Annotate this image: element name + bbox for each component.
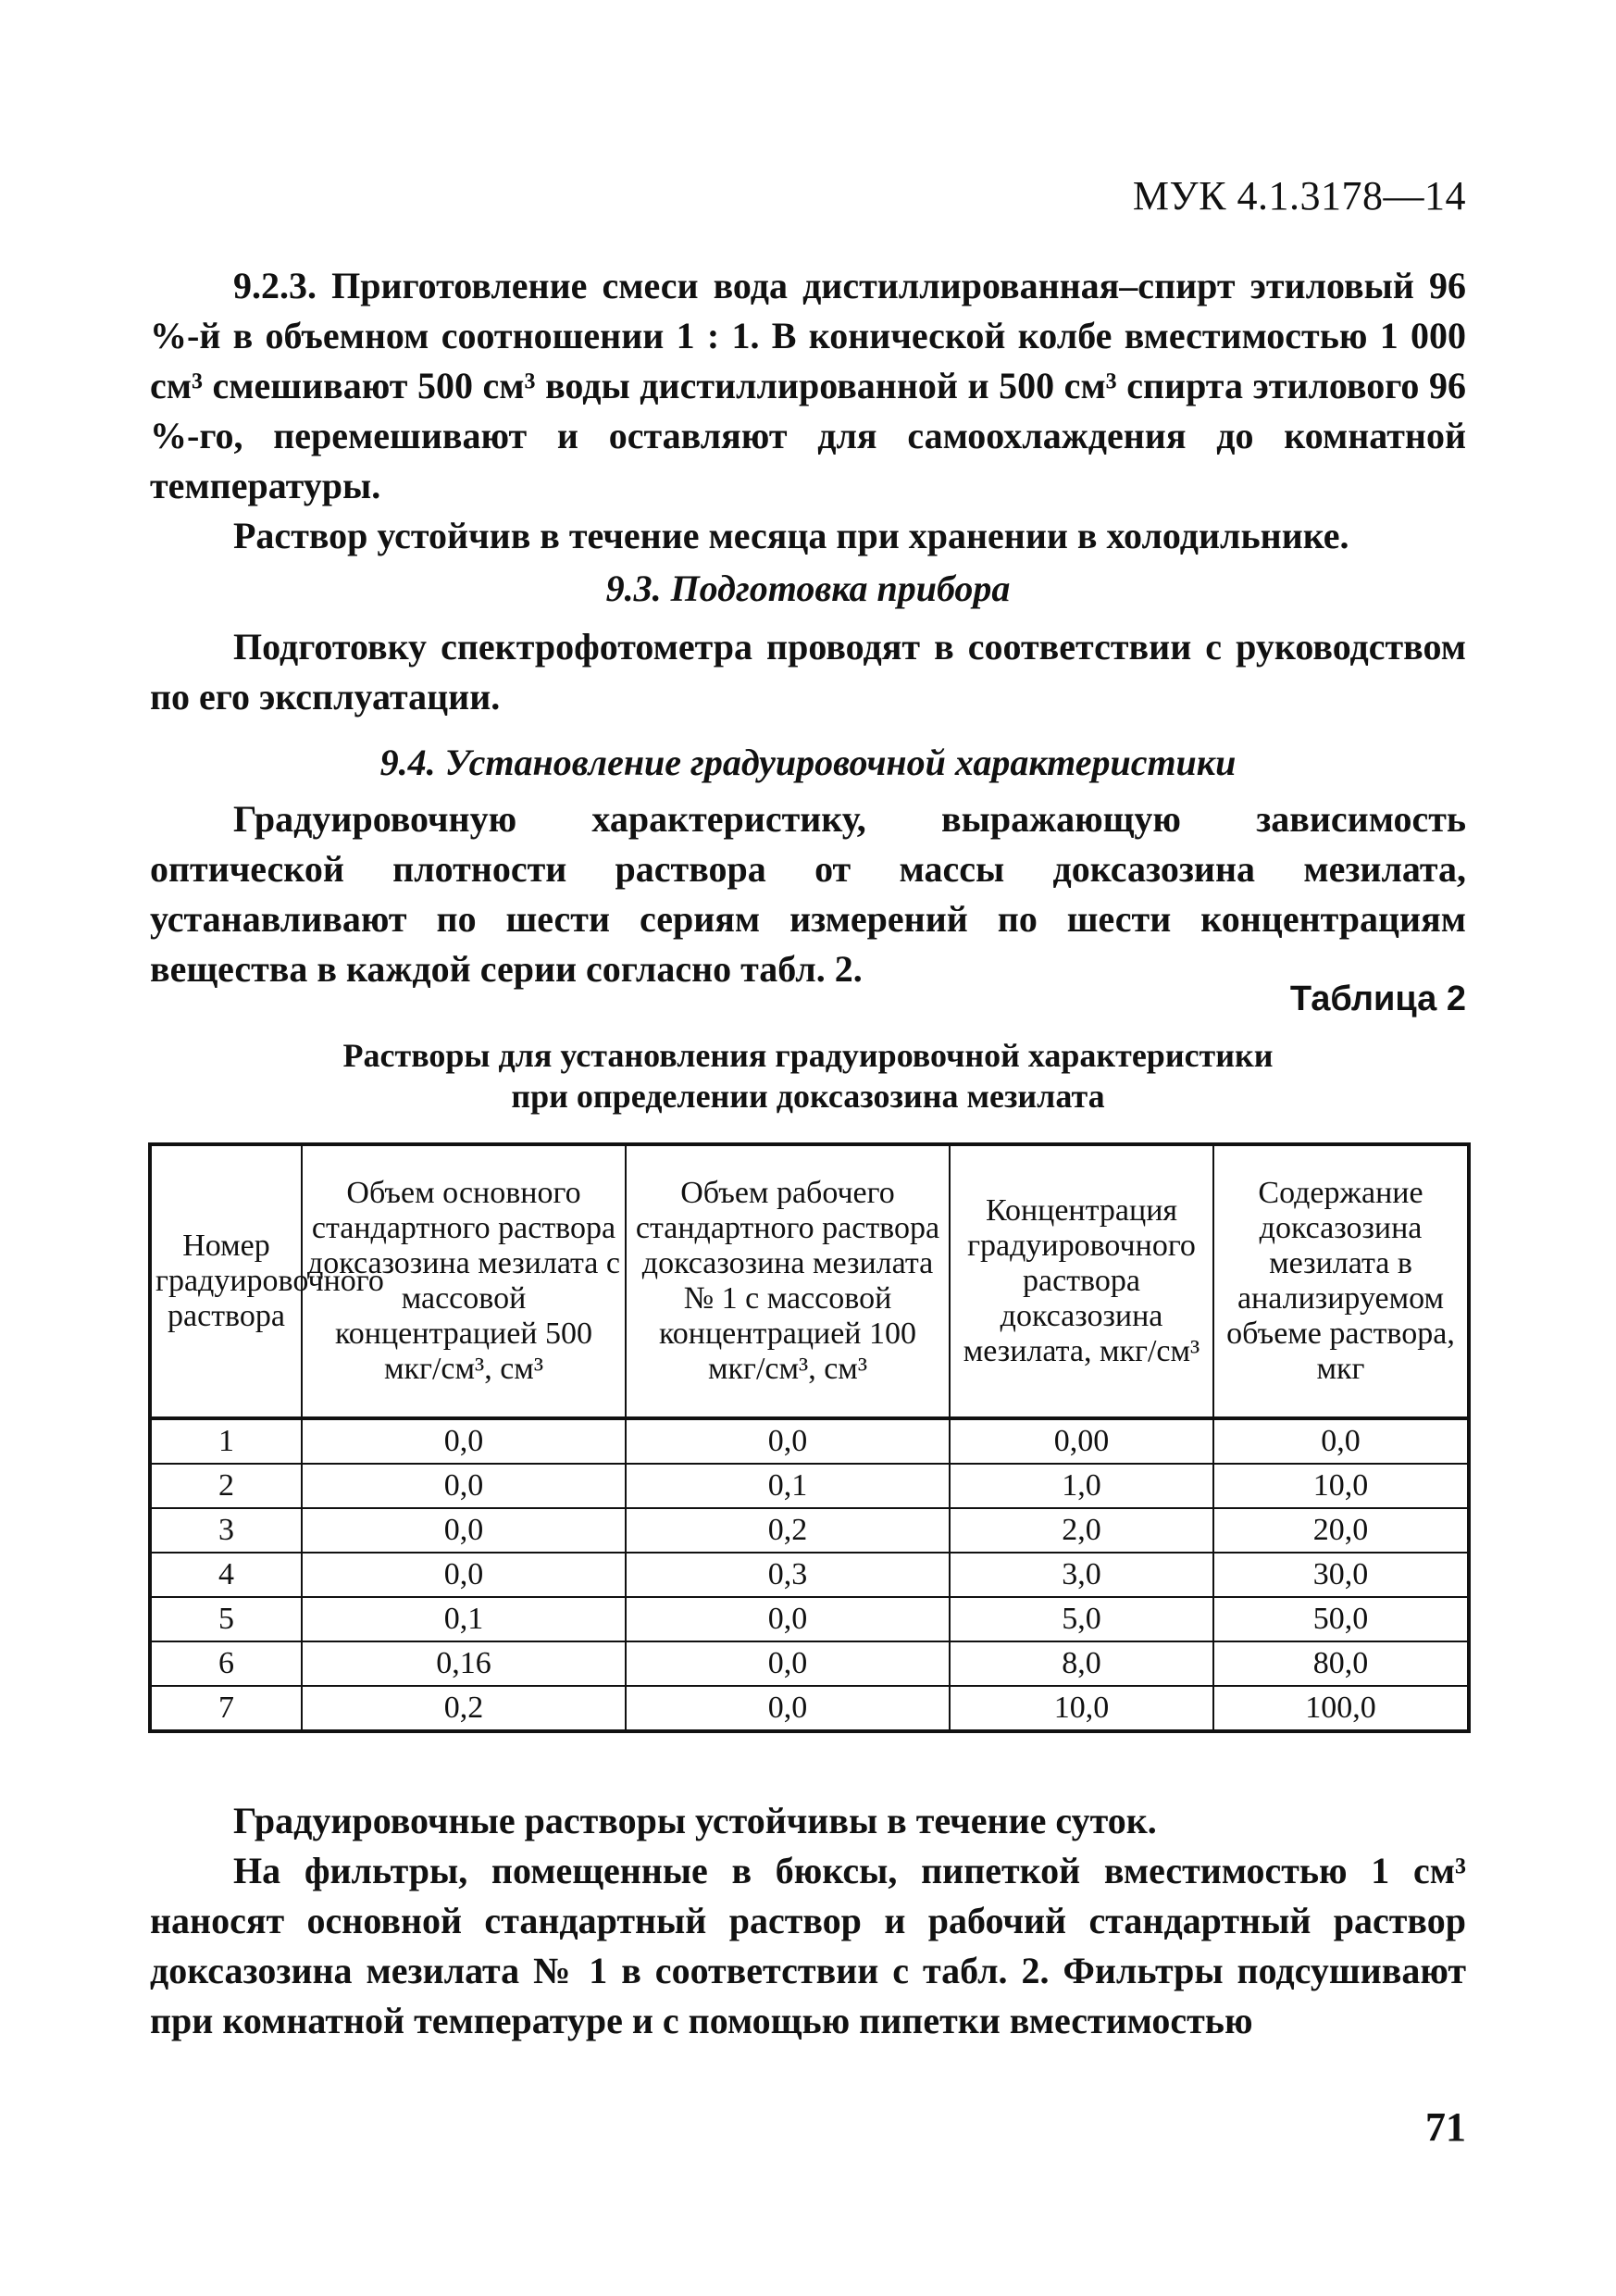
cell-concentration: 3,0 bbox=[950, 1553, 1213, 1597]
calibration-table bbox=[148, 1142, 1471, 1733]
table-label: Таблица 2 bbox=[1289, 980, 1466, 1018]
cell-stock-volume: 0,16 bbox=[302, 1641, 626, 1686]
section-text-9-4 bbox=[150, 794, 1466, 994]
paragraph-group-bottom bbox=[150, 1796, 1466, 2046]
document-code: МУК 4.1.3178—14 bbox=[1132, 173, 1466, 218]
paragraph-9-3: Подготовку спектрофотометра проводят в соответствии с руководством по его эксплуатации. bbox=[150, 626, 1466, 718]
cell-concentration: 5,0 bbox=[950, 1597, 1213, 1641]
paragraph-9-4: Градуировочную характеристику, выражающую зависимость оптической плотности раствора от массы доксазозина мезилата, устанавливают по шести сериям измерений по шести концентрациям вещества в каждой серии согласно табл. 2. bbox=[150, 798, 1466, 990]
section-title-9-4: 9.4. Установление градуировочной характеристики bbox=[379, 742, 1237, 783]
header-concentration: Концентрация градуировочного раствора доксазозина мезилата, мкг/см³ bbox=[950, 1144, 1213, 1418]
table-title-line-2: при определении доксазозина мезилата bbox=[511, 1078, 1105, 1115]
cell-number: 4 bbox=[150, 1553, 302, 1597]
header-stock-volume: Объем основного стандартного раствора доксазозина мезилата с массовой концентрацией 500 мкг/см³, см³ bbox=[302, 1144, 626, 1418]
cell-number: 2 bbox=[150, 1464, 302, 1508]
header-working-volume: Объем рабочего стандартного раствора доксазозина мезилата № 1 с массовой концентрацией 100 мкг/см³, см³ bbox=[626, 1144, 950, 1418]
cell-stock-volume: 0,1 bbox=[302, 1597, 626, 1641]
cell-number: 5 bbox=[150, 1597, 302, 1641]
paragraph-group-top bbox=[150, 261, 1466, 561]
cell-working-volume: 0,0 bbox=[626, 1418, 950, 1464]
table-row bbox=[150, 1597, 1469, 1641]
table-row bbox=[150, 1641, 1469, 1686]
cell-content: 0,0 bbox=[1213, 1418, 1469, 1464]
cell-content: 10,0 bbox=[1213, 1464, 1469, 1508]
section-text-9-3 bbox=[150, 622, 1466, 722]
cell-stock-volume: 0,0 bbox=[302, 1418, 626, 1464]
table-row bbox=[150, 1686, 1469, 1731]
cell-content: 20,0 bbox=[1213, 1508, 1469, 1553]
cell-content: 30,0 bbox=[1213, 1553, 1469, 1597]
table-header-row bbox=[150, 1144, 1469, 1418]
cell-stock-volume: 0,2 bbox=[302, 1686, 626, 1731]
section-title-9-3: 9.3. Подготовка прибора bbox=[605, 568, 1011, 609]
table-row bbox=[150, 1508, 1469, 1553]
cell-number: 1 bbox=[150, 1418, 302, 1464]
cell-stock-volume: 0,0 bbox=[302, 1553, 626, 1597]
cell-content: 50,0 bbox=[1213, 1597, 1469, 1641]
cell-concentration: 10,0 bbox=[950, 1686, 1213, 1731]
table-row bbox=[150, 1418, 1469, 1464]
cell-number: 6 bbox=[150, 1641, 302, 1686]
cell-content: 100,0 bbox=[1213, 1686, 1469, 1731]
cell-stock-volume: 0,0 bbox=[302, 1508, 626, 1553]
cell-concentration: 8,0 bbox=[950, 1641, 1213, 1686]
header-solution-number: Номер градуировочного раствора bbox=[150, 1144, 302, 1418]
paragraph-filters: На фильтры, помещенные в бюксы, пипеткой вместимостью 1 см³ наносят основной стандартный раствор и рабочий стандартный раствор доксазозина мезилата № 1 в соответствии с табл. 2. Фильтры подсушивают при комнатной температуре и с помощью пипетки вместимостью bbox=[150, 1850, 1466, 2041]
cell-working-volume: 0,0 bbox=[626, 1686, 950, 1731]
cell-concentration: 1,0 bbox=[950, 1464, 1213, 1508]
cell-working-volume: 0,0 bbox=[626, 1641, 950, 1686]
header-content: Содержание доксазозина мезилата в анализируемом объеме раствора, мкг bbox=[1213, 1144, 1469, 1418]
cell-number: 7 bbox=[150, 1686, 302, 1731]
table-title bbox=[150, 1035, 1466, 1117]
cell-number: 3 bbox=[150, 1508, 302, 1553]
paragraph-9-2-3: 9.2.3. Приготовление смеси вода дистиллированная–спирт этиловый 96 %-й в объемном соотношении 1 : 1. В конической колбе вместимостью 1 000 см³ смешивают 500 см³ воды дистиллированной и 500 см³ спирта этилового 96 %-го, перемешивают и оставляют для самоохлаждения до комнатной температуры. bbox=[150, 265, 1466, 506]
paragraph-stability: Раствор устойчив в течение месяца при хранении в холодильнике. bbox=[233, 515, 1349, 556]
paragraph-stability-day: Градуировочные растворы устойчивы в течение суток. bbox=[233, 1800, 1157, 1841]
cell-working-volume: 0,2 bbox=[626, 1508, 950, 1553]
table-row bbox=[150, 1464, 1469, 1508]
cell-content: 80,0 bbox=[1213, 1641, 1469, 1686]
cell-concentration: 2,0 bbox=[950, 1508, 1213, 1553]
page-number: 71 bbox=[1425, 2104, 1466, 2150]
cell-concentration: 0,00 bbox=[950, 1418, 1213, 1464]
cell-working-volume: 0,0 bbox=[626, 1597, 950, 1641]
table-row bbox=[150, 1553, 1469, 1597]
cell-working-volume: 0,3 bbox=[626, 1553, 950, 1597]
cell-stock-volume: 0,0 bbox=[302, 1464, 626, 1508]
cell-working-volume: 0,1 bbox=[626, 1464, 950, 1508]
table-title-line-1: Растворы для установления градуировочной характеристики bbox=[342, 1037, 1274, 1074]
